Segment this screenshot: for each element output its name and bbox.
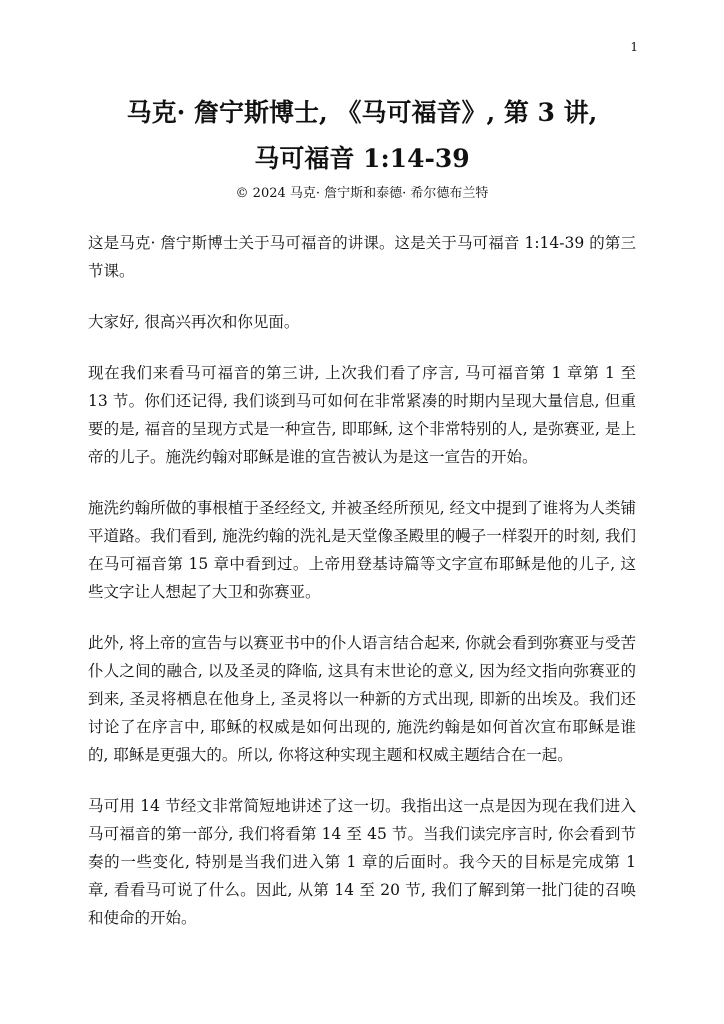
copyright-line: © 2024 马克· 詹宁斯和泰德· 希尔德布兰特 [235,186,489,201]
document-body [88,229,636,955]
paragraph-john-baptist: 施洗约翰所做的事根植于圣经经文, 并被圣经所预见, 经文中提到了谁将为人类铺平道路。我们看到, 施洗约翰的洗礼是天堂像圣殿里的幔子一样裂开的时刻, 我们在马可福音第 15 章中看到过。上帝用登基诗篇等文字宣布耶稣是他的儿子, 这些文字让人想起了大卫和弥赛亚。 [88,499,636,601]
paragraph-isaiah-servant: 此外, 将上帝的宣告与以赛亚书中的仆人语言结合起来, 你就会看到弥赛亚与受苦仆人之间的融合, 以及圣灵的降临, 这具有末世论的意义, 因为经文指向弥赛亚的到来, 圣灵将栖息在他身上, 圣灵将以一种新的方式出现, 即新的出埃及。我们还讨论了在序言中, 耶稣的权威是如何出现的, 施洗约翰是如何首次宣布耶稣是谁的, 耶稣是更强大的。所以, 你将这种实现主题和权威主题结合在一起。 [88,634,636,764]
title-line-1: 马克· 詹宁斯博士, 《马可福音》, 第 3 讲, [126,98,598,127]
title-line-2: 马可福音 1:14-39 [254,144,470,173]
document-title [60,90,664,182]
page-number: 1 [630,40,638,54]
paragraph-greeting: 大家好, 很高兴再次和你见面。 [88,313,300,331]
paragraph-review: 现在我们来看马可福音的第三讲, 上次我们看了序言, 马可福音第 1 章第 1 至 13 节。你们还记得, 我们谈到马可如何在非常紧凑的时期内呈现大量信息, 但重要的是, 福音的呈现方式是一种宣告, 即耶稣, 这个非常特别的人, 是弥赛亚, 是上帝的儿子。施洗约翰对耶稣是谁的宣告被认为是这一宣告的开始。 [88,364,636,466]
paragraph-intro: 这是马克· 詹宁斯博士关于马可福音的讲课。这是关于马可福音 1:14-39 的第三节课。 [88,234,636,280]
paragraph-section-overview: 马可用 14 节经文非常简短地讲述了这一切。我指出这一点是因为现在我们进入马可福音的第一部分, 我们将看第 14 至 45 节。当我们读完序言时, 你会看到节奏的一些变化, 特别是当我们进入第 1 章的后面时。我今天的目标是完成第 1 章, 看看马可说了什么。因此, 从第 14 至 20 节, 我们了解到第一批门徒的召唤和使命的开始。 [88,797,636,927]
